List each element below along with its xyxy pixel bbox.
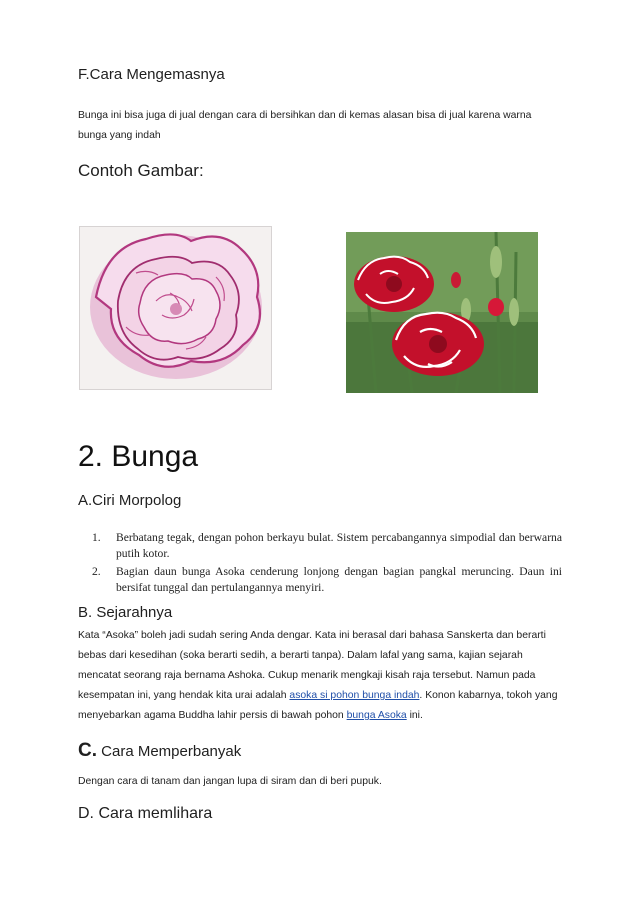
heading-cara-memlihara: D. Cara memlihara xyxy=(78,805,213,822)
heading-text-memperbanyak: Cara Memperbanyak xyxy=(97,743,242,760)
sejarah-text-2: . Konon kabarnya, tokoh yang menyebarkan agama Buddha lahir persis di bawah pohon xyxy=(78,690,558,721)
carnation-pink-image xyxy=(79,226,272,390)
paragraph-sejarahnya xyxy=(78,626,563,726)
heading-ciri-morpolog: A.Ciri Morpolog xyxy=(78,492,182,509)
link-bunga-asoka[interactable]: bunga Asoka xyxy=(346,710,407,721)
list-text: Bagian daun bunga Asoka cenderung lonjong dengan bagian pangkal meruncing. Daun ini bersifat tunggal dan pertulangannya menyiri. xyxy=(116,565,562,594)
heading-letter-c: C. xyxy=(78,740,97,761)
heading-sejarahnya: B. Sejarahnya xyxy=(78,604,173,621)
heading-cara-mengemasnya: F.Cara Mengemasnya xyxy=(78,66,225,83)
sejarah-text-3: ini. xyxy=(406,710,423,721)
link-asoka-si-pohon[interactable]: asoka si pohon bunga indah xyxy=(289,690,420,701)
sejarah-text-1: Kata “Asoka” boleh jadi sudah sering Anda dengar. Kata ini berasal dari bahasa Sanskerta dan berarti bebas dari kesedihan (soka berarti sedih, a berarti tanpa). Dalam lafal yang sama, kajian sejarah mencatat seorang raja bernama Ashoka. Cukup menarik mengkaji kisah raja tersebut. Namun pada kesempatan ini, yang hendak kita urai adalah xyxy=(78,630,546,701)
list-item xyxy=(92,530,562,562)
paragraph-cara-mengemasnya: Bunga ini bisa juga di jual dengan cara di bersihkan dan di kemas alasan bisa di jual karena warna bunga yang indah xyxy=(78,110,532,141)
list-number: 1. xyxy=(92,531,101,544)
heading-bunga: 2. Bunga xyxy=(78,440,199,473)
heading-contoh-gambar: Contoh Gambar: xyxy=(78,161,204,180)
ciri-morpolog-list xyxy=(92,530,562,598)
list-text: Berbatang tegak, dengan pohon berkayu bulat. Sistem percabangannya simpodial dan berwarna putih kotor. xyxy=(116,531,562,560)
carnation-red-image xyxy=(346,232,538,393)
list-item xyxy=(92,564,562,596)
heading-cara-memperbanyak xyxy=(78,740,241,762)
list-number: 2. xyxy=(92,565,101,578)
paragraph-cara-memperbanyak: Dengan cara di tanam dan jangan lupa di siram dan di beri pupuk. xyxy=(78,776,382,787)
